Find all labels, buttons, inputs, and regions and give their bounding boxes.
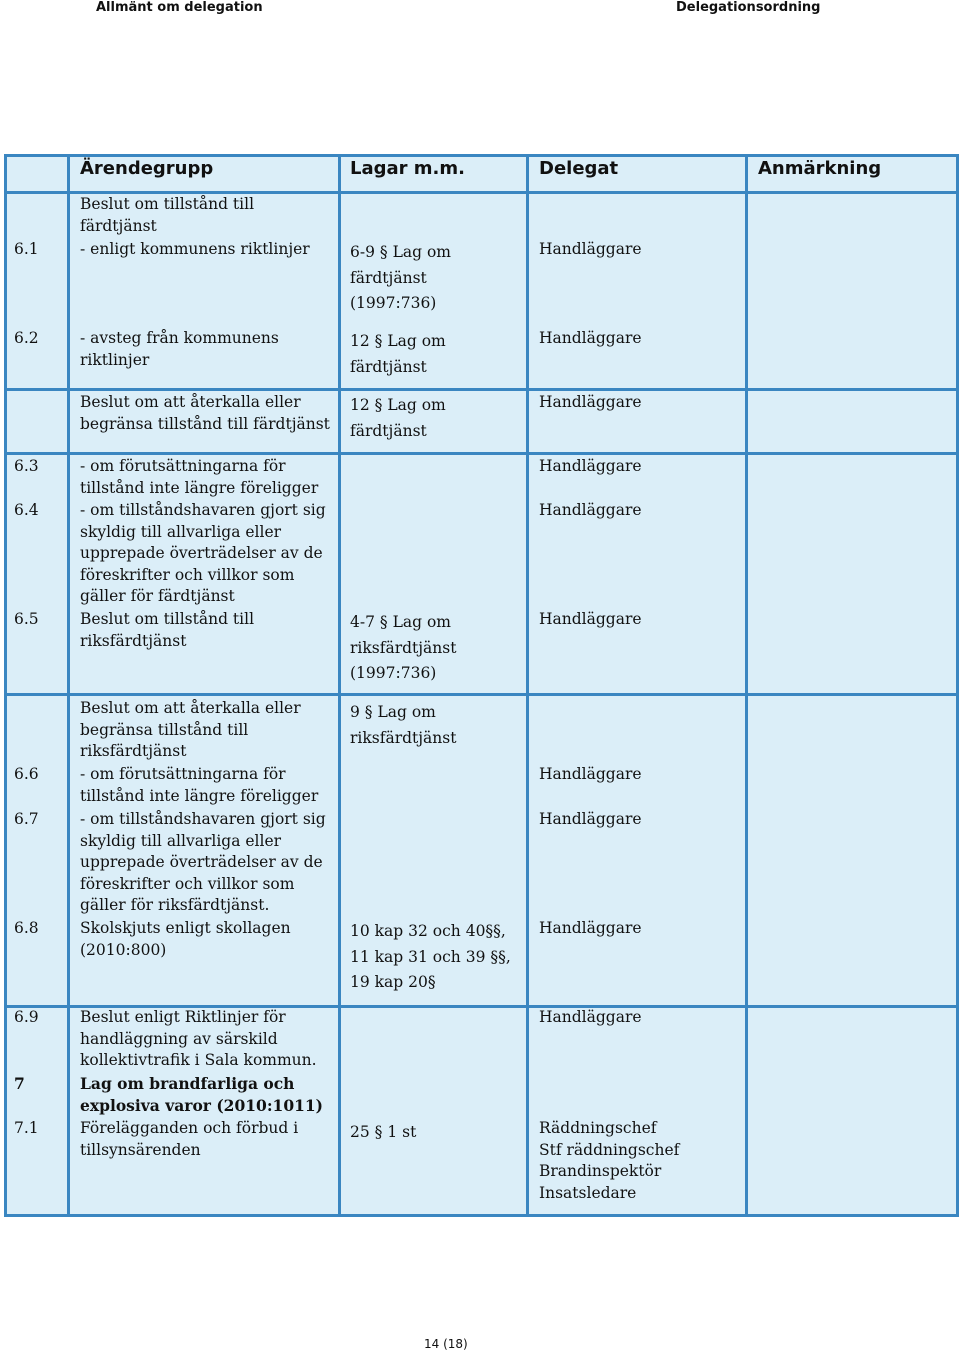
header-law: Lagar m.m. — [350, 158, 465, 179]
row-11-text: Beslut enligt Riktlinjer för handläggning av särskild kollektivtrafik i Sala kommun. — [80, 1008, 317, 1069]
row-3-law: 12 § Lag om färdtjänst — [350, 396, 446, 440]
row-12-num: 7 — [14, 1074, 25, 1093]
row-4-text: - om förutsättningarna för tillstånd inte längre föreligger — [80, 457, 319, 497]
row-7-text: Beslut om att återkalla eller begränsa tillstånd till riksfärdtjänst — [80, 699, 301, 760]
row-sep-4 — [4, 693, 959, 696]
row-8-num: 6.6 — [14, 765, 39, 783]
page-number: 14 (18) — [424, 1337, 468, 1351]
row-6-law: 4-7 § Lag om riksfärdtjänst (1997:736) — [350, 613, 457, 682]
table-border-top — [4, 154, 959, 157]
col-sep-law — [526, 154, 529, 1217]
row-8-text: - om förutsättningarna för tillstånd inte längre föreligger — [80, 765, 319, 805]
row-10-law: 10 kap 32 och 40§§, 11 kap 31 och 39 §§, 19 kap 20§ — [350, 922, 511, 991]
row-6-num: 6.5 — [14, 610, 39, 628]
row-8-delegate: Handläggare — [539, 765, 642, 783]
row-1-text: - enligt kommunens riktlinjer — [80, 240, 310, 258]
header-left-title: Allmänt om delegation — [96, 0, 263, 15]
row-7-law: 9 § Lag om riksfärdtjänst — [350, 703, 457, 747]
header-delegate: Delegat — [539, 158, 619, 179]
row-10-num: 6.8 — [14, 919, 39, 937]
row-2-law: 12 § Lag om färdtjänst — [350, 332, 446, 376]
row-sep-2 — [4, 388, 959, 391]
table-border-right — [956, 154, 959, 1217]
row-12-text: Lag om brandfarliga och explosiva varor (2010:1011) — [80, 1074, 324, 1115]
row-13-law: 25 § 1 st — [350, 1123, 417, 1141]
row-13-num: 7.1 — [14, 1119, 39, 1137]
col-sep-delegate — [745, 154, 748, 1217]
row-3-text: Beslut om att återkalla eller begränsa tillstånd till färdtjänst — [80, 393, 330, 433]
row-1-law: 6-9 § Lag om färdtjänst (1997:736) — [350, 243, 451, 312]
row-4-num: 6.3 — [14, 457, 39, 475]
row-13-delegate: Räddningschef Stf räddningschef Brandinspektör Insatsledare — [539, 1119, 680, 1202]
row-4-delegate: Handläggare — [539, 457, 642, 475]
row-5-delegate: Handläggare — [539, 501, 642, 519]
row-6-text: Beslut om tillstånd till riksfärdtjänst — [80, 610, 255, 650]
row-10-text: Skolskjuts enligt skollagen (2010:800) — [80, 919, 291, 959]
header-note: Anmärkning — [758, 158, 882, 179]
row-13-text: Förelägganden och förbud i tillsynsärenden — [80, 1119, 299, 1159]
row-1-num: 6.1 — [14, 240, 39, 258]
row-2-num: 6.2 — [14, 329, 39, 347]
row-6-delegate: Handläggare — [539, 610, 642, 628]
header-right-title: Delegationsordning — [676, 0, 821, 15]
row-1-delegate: Handläggare — [539, 240, 642, 258]
row-0-text: Beslut om tillstånd till färdtjänst — [80, 195, 255, 235]
row-sep-3 — [4, 452, 959, 455]
row-5-text: - om tillståndshavaren gjort sig skyldig till allvarliga eller upprepade överträdelser av de föreskrifter och villkor som gäller för färdtjänst — [80, 501, 326, 605]
row-9-delegate: Handläggare — [539, 810, 642, 828]
row-2-text: - avsteg från kommunens riktlinjer — [80, 329, 279, 369]
row-11-delegate: Handläggare — [539, 1008, 642, 1026]
row-10-delegate: Handläggare — [539, 919, 642, 937]
row-3-delegate: Handläggare — [539, 393, 642, 411]
row-2-delegate: Handläggare — [539, 329, 642, 347]
row-9-num: 6.7 — [14, 810, 39, 828]
row-9-text: - om tillståndshavaren gjort sig skyldig till allvarliga eller upprepade överträdelser av de föreskrifter och villkor som gäller för riksfärdtjänst. — [80, 810, 326, 914]
row-5-num: 6.4 — [14, 501, 39, 519]
table-border-left — [4, 154, 7, 1217]
table-border-bottom — [4, 1214, 959, 1217]
header-group: Ärendegrupp — [80, 158, 214, 179]
col-sep-group — [338, 154, 341, 1217]
col-sep-num — [67, 154, 70, 1217]
row-11-num: 6.9 — [14, 1008, 39, 1026]
